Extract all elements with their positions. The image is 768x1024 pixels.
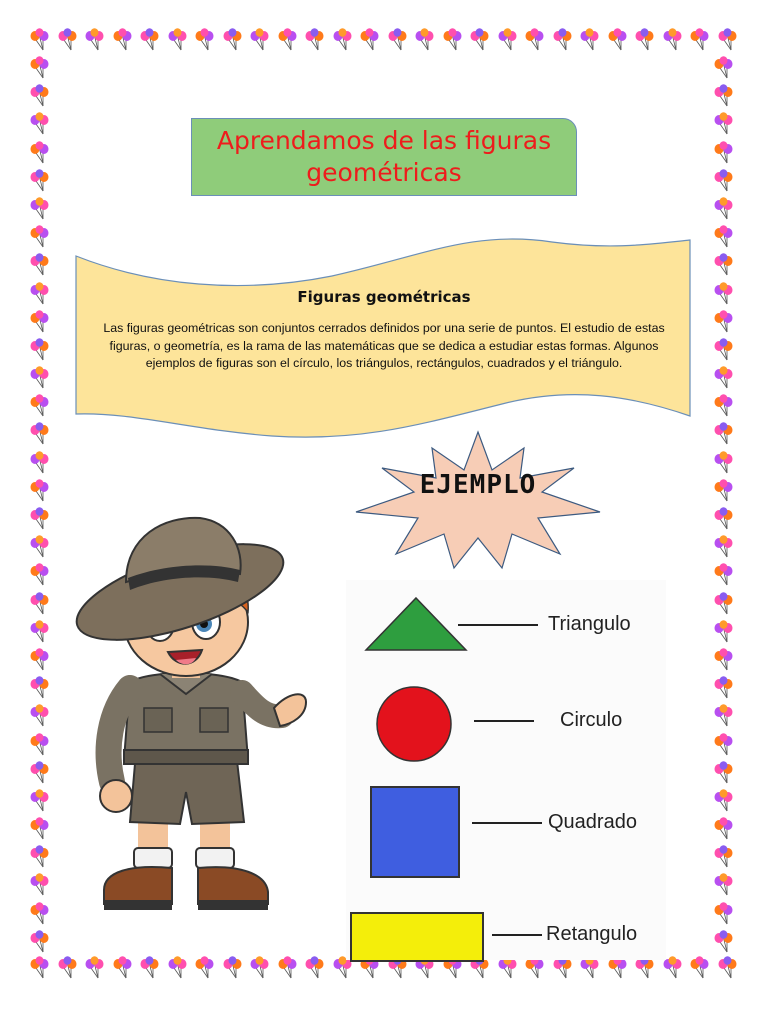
balloon-icon [28,394,52,418]
balloon-icon [28,451,52,475]
page-title: Aprendamos de las figuras geométricas [216,126,552,187]
balloon-icon [248,956,272,980]
balloon-icon [688,28,712,52]
info-heading: Figuras geométricas [297,288,471,306]
balloon-icon [28,225,52,249]
balloon-icon [28,563,52,587]
balloon-icon [712,394,736,418]
balloon-icon [578,28,602,52]
balloon-icon [28,169,52,193]
triangle-label: Triangulo [548,613,631,635]
balloon-icon [331,28,355,52]
balloon-icon [28,112,52,136]
balloon-icon [276,956,300,980]
balloon-icon [56,28,80,52]
balloon-icon [712,366,736,390]
balloon-icon [712,761,736,785]
balloon-icon [633,28,657,52]
balloon-icon [28,282,52,306]
balloon-icon [28,704,52,728]
balloon-icon [28,338,52,362]
balloon-icon [712,56,736,80]
balloon-icon [712,563,736,587]
balloon-icon [496,28,520,52]
triangle-shape [362,594,470,654]
balloon-icon [28,535,52,559]
balloon-icon [28,817,52,841]
balloon-icon [28,56,52,80]
balloon-icon [441,28,465,52]
balloon-icon [712,451,736,475]
balloon-icon [221,956,245,980]
balloon-icon [221,28,245,52]
balloon-icon [28,592,52,616]
balloon-icon [712,930,736,954]
rectangle-connector-line [492,934,542,936]
balloon-icon [28,676,52,700]
balloon-icon [303,956,327,980]
circle-shape [374,684,454,764]
balloon-icon [28,930,52,954]
circle-label: Circulo [560,709,623,731]
balloon-icon [28,761,52,785]
balloon-icon [712,648,736,672]
circle-connector-line [474,720,534,722]
balloon-icon [661,28,685,52]
balloon-icon [712,592,736,616]
balloon-icon [712,141,736,165]
title-box [191,118,577,196]
balloon-icon [712,253,736,277]
balloon-icon [712,789,736,813]
balloon-icon [28,84,52,108]
balloon-border-right [712,56,738,954]
balloon-icon [28,956,52,980]
balloon-icon [193,28,217,52]
balloon-icon [28,789,52,813]
balloon-icon [688,956,712,980]
balloon-icon [28,141,52,165]
triangle-connector-line [458,624,538,626]
balloon-icon [386,28,410,52]
balloon-icon [28,620,52,644]
balloon-border-left [28,56,54,954]
info-content [84,288,684,373]
balloon-icon [28,902,52,926]
balloon-icon [28,507,52,531]
balloon-icon [193,956,217,980]
balloon-icon [28,873,52,897]
balloon-icon [248,28,272,52]
rectangle-label: Retangulo [546,923,638,945]
balloon-icon [712,845,736,869]
balloon-icon [83,956,107,980]
balloon-icon [166,956,190,980]
balloon-icon [712,310,736,334]
balloon-icon [712,704,736,728]
square-label: Quadrado [548,811,637,833]
balloon-icon [138,956,162,980]
balloon-icon [28,648,52,672]
balloon-icon [712,817,736,841]
balloon-icon [28,845,52,869]
balloon-icon [712,535,736,559]
balloon-icon [712,112,736,136]
balloon-border-top [28,28,740,54]
balloon-icon [712,733,736,757]
info-body: Las figuras geométricas son conjuntos cerrados definidos por una serie de puntos. El estudio de estas figuras, o geometría, es la rama de las matemáticas que se dedica a estudiar estas formas. Algunos ejemplos de figuras son el círculo, los triángulos, rectángulos, cuadrados y el triángulo. [103,321,665,370]
balloon-icon [716,956,740,980]
balloon-icon [83,28,107,52]
balloon-icon [712,282,736,306]
square-connector-line [472,822,542,824]
balloon-icon [413,28,437,52]
shapes-panel [346,580,666,960]
square-shape [370,786,460,878]
balloon-icon [712,169,736,193]
balloon-icon [28,733,52,757]
example-star-shape [356,432,600,568]
balloon-icon [111,28,135,52]
balloon-icon [551,28,575,52]
balloon-icon [606,28,630,52]
balloon-icon [303,28,327,52]
balloon-icon [28,479,52,503]
balloon-icon [712,479,736,503]
rectangle-shape [350,912,484,962]
balloon-icon [28,28,52,52]
balloon-icon [712,507,736,531]
balloon-icon [56,956,80,980]
example-label: EJEMPLO [419,470,537,500]
balloon-icon [111,956,135,980]
balloon-icon [28,366,52,390]
explorer-boy-illustration [60,512,310,927]
balloon-icon [712,225,736,249]
balloon-icon [468,28,492,52]
balloon-icon [166,28,190,52]
balloon-icon [716,28,740,52]
balloon-icon [712,422,736,446]
balloon-icon [712,902,736,926]
balloon-icon [523,28,547,52]
balloon-icon [712,873,736,897]
balloon-icon [712,84,736,108]
balloon-icon [28,197,52,221]
balloon-icon [712,197,736,221]
balloon-icon [712,620,736,644]
balloon-icon [712,338,736,362]
balloon-icon [28,310,52,334]
balloon-icon [28,422,52,446]
balloon-icon [138,28,162,52]
balloon-icon [358,28,382,52]
balloon-icon [276,28,300,52]
balloon-icon [712,676,736,700]
balloon-icon [28,253,52,277]
